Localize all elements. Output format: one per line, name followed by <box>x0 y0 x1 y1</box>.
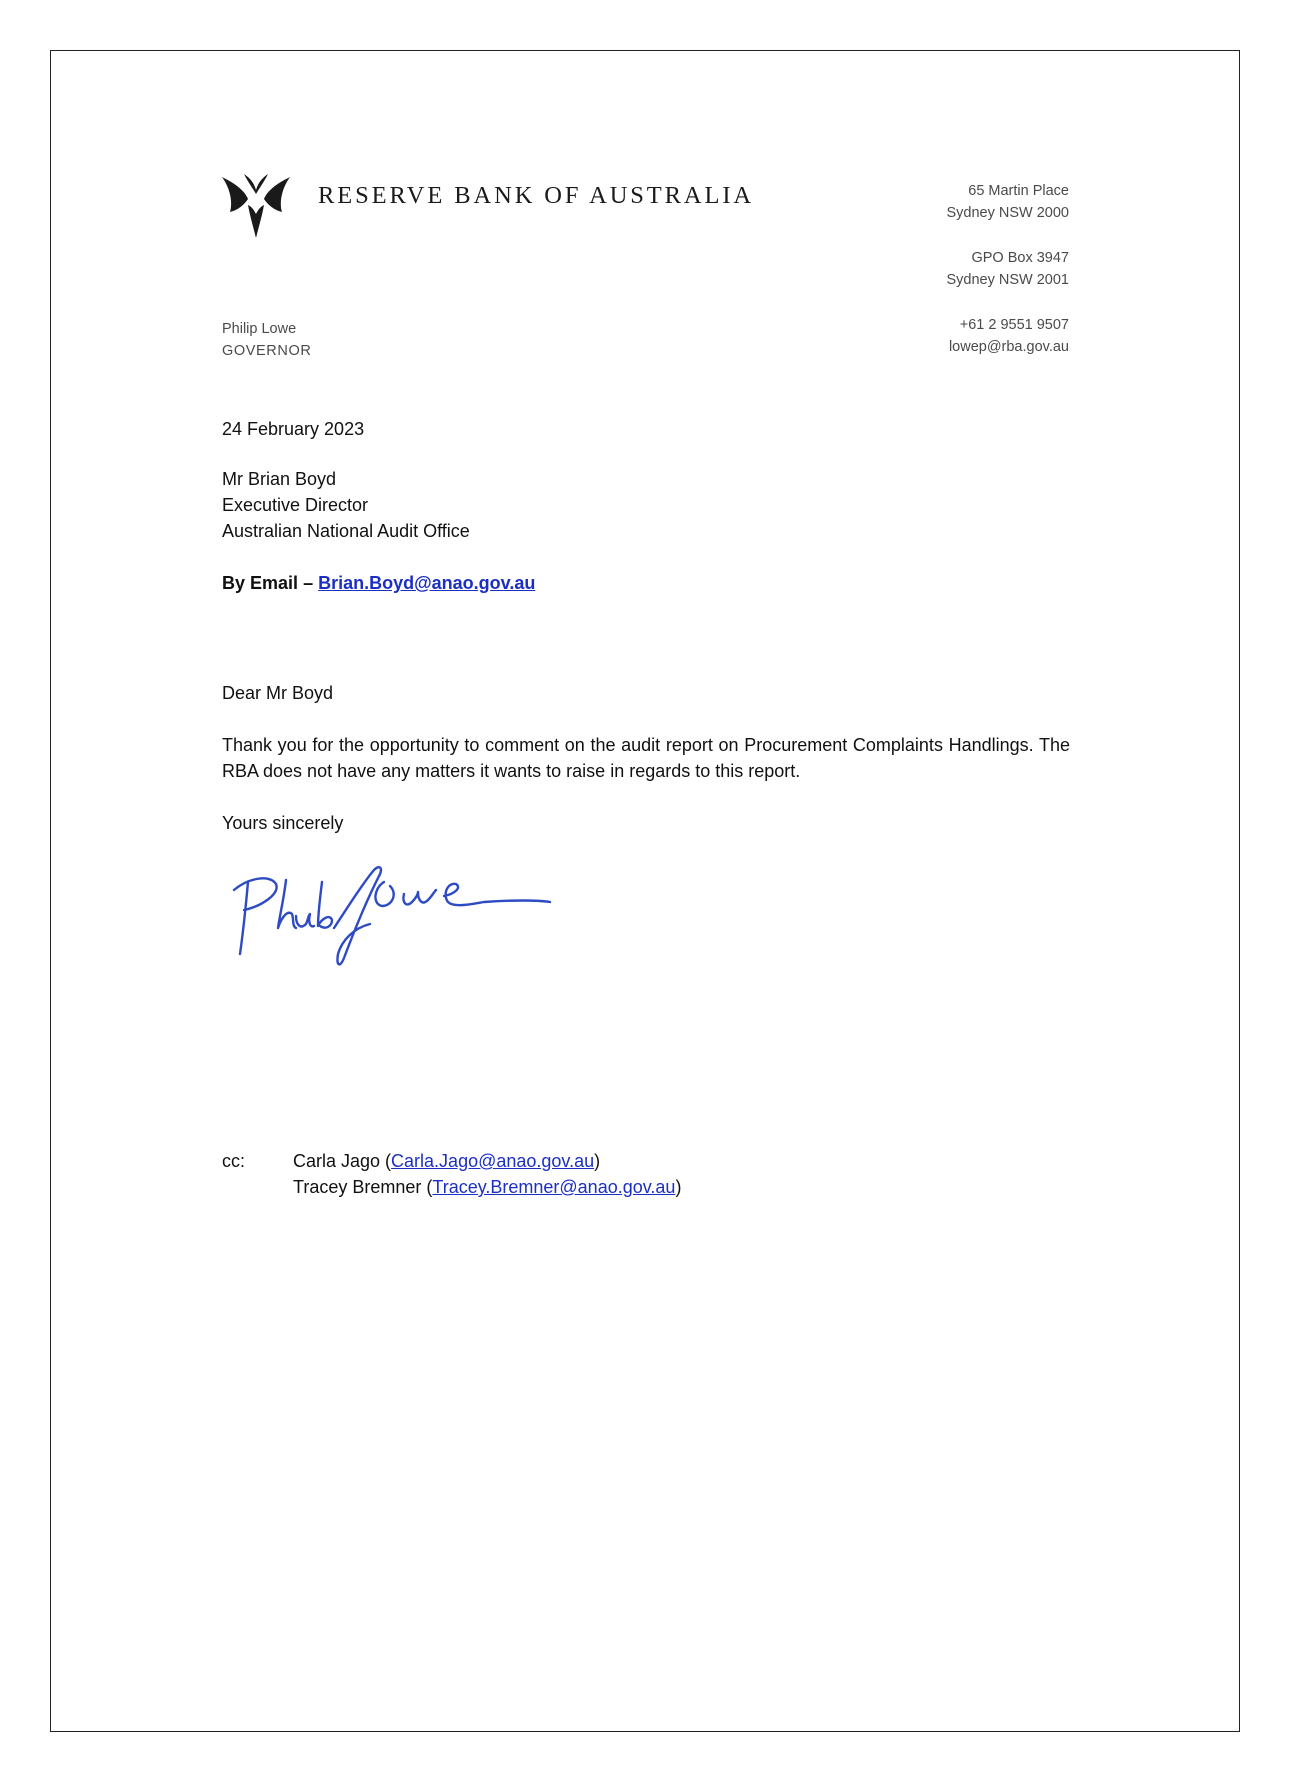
organisation-wordmark: RESERVE BANK OF AUSTRALIA <box>318 182 755 209</box>
cc-entry: Carla Jago (Carla.Jago@anao.gov.au) <box>293 1151 601 1171</box>
sender-name: Philip Lowe <box>222 321 297 337</box>
recipient-organisation: Australian National Audit Office <box>222 521 470 541</box>
sender-block <box>222 318 311 362</box>
postal-line: GPO Box 3947 <box>971 250 1069 266</box>
phone-number: +61 2 9551 9507 <box>959 317 1069 333</box>
delivery-line <box>222 570 535 596</box>
address-line: Sydney NSW 2000 <box>946 205 1069 221</box>
cc-label: cc: <box>222 1151 246 1171</box>
cc-list <box>293 1148 681 1200</box>
closing: Yours sincerely <box>222 813 344 833</box>
cc-name: Tracey Bremner <box>293 1177 422 1197</box>
contact-details <box>949 314 1069 358</box>
cc-name: Carla Jago <box>293 1151 381 1171</box>
cc-email-link[interactable]: Tracey.Bremner@anao.gov.au <box>432 1177 676 1197</box>
postal-address <box>946 247 1069 291</box>
postal-line: Sydney NSW 2001 <box>946 272 1069 288</box>
recipient-name: Mr Brian Boyd <box>222 469 337 489</box>
delivery-label: By Email <box>222 573 299 593</box>
salutation: Dear Mr Boyd <box>222 683 334 703</box>
cc-entry: Tracey Bremner (Tracey.Bremner@anao.gov.au) <box>293 1177 682 1197</box>
address-line: 65 Martin Place <box>968 183 1069 199</box>
cc-email-link[interactable]: Carla.Jago@anao.gov.au <box>391 1151 595 1171</box>
street-address <box>946 180 1069 224</box>
handwritten-signature <box>222 854 552 974</box>
delivery-separator: – <box>303 573 314 593</box>
recipient-email-link[interactable]: Brian.Boyd@anao.gov.au <box>318 573 536 593</box>
body-paragraph: Thank you for the opportunity to comment on the audit report on Procurement Complaints Handlings. The RBA does not have any matters it wants to raise in regards to this report. <box>222 735 1070 781</box>
rba-logo-icon <box>222 172 290 238</box>
sender-email: lowep@rba.gov.au <box>948 339 1069 355</box>
recipient-block <box>222 466 470 544</box>
letter-date: 24 February 2023 <box>222 419 365 439</box>
recipient-position: Executive Director <box>222 495 369 515</box>
sender-title: GOVERNOR <box>222 343 312 359</box>
